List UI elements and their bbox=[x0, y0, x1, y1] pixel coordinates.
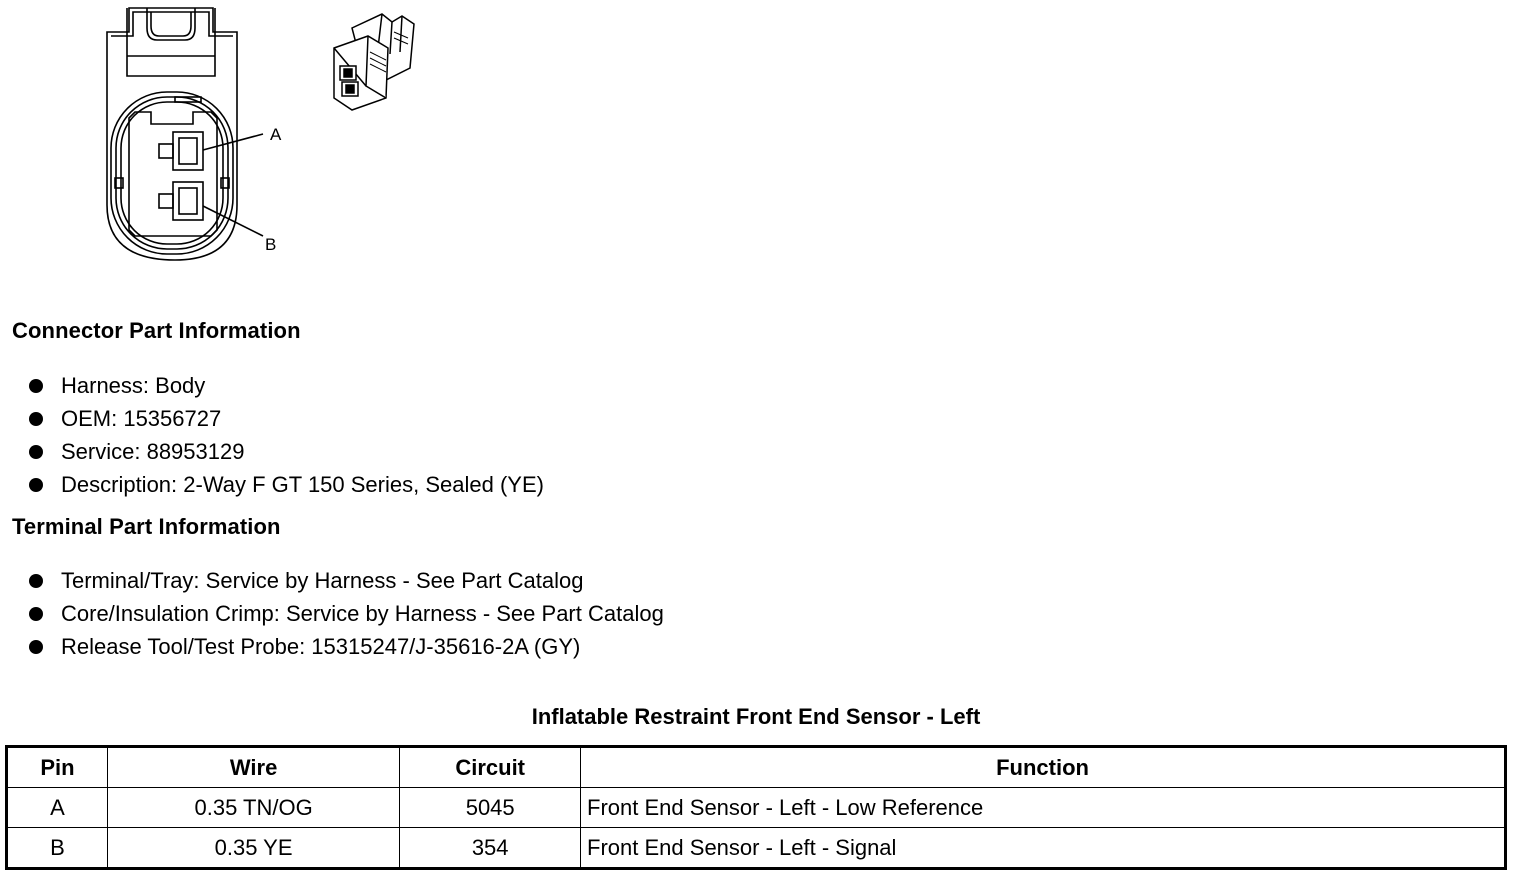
pin-cell: B bbox=[7, 828, 108, 869]
bullet-icon bbox=[29, 478, 43, 492]
circuit-cell: 5045 bbox=[400, 788, 581, 828]
bullet-icon bbox=[29, 379, 43, 393]
connector-part-info-heading: Connector Part Information bbox=[12, 318, 301, 343]
connector-isometric-image bbox=[330, 8, 440, 113]
column-header-wire: Wire bbox=[107, 747, 399, 788]
wire-cell: 0.35 TN/OG bbox=[107, 788, 399, 828]
list-item: Terminal/Tray: Service by Harness - See Part Catalog bbox=[28, 564, 664, 597]
list-item: Release Tool/Test Probe: 15315247/J-35616-2A (GY) bbox=[28, 630, 664, 663]
table-row bbox=[7, 828, 1506, 869]
pin-b-label: B bbox=[265, 235, 277, 254]
list-item: Harness: Body bbox=[28, 369, 544, 402]
table-header-row bbox=[7, 747, 1506, 788]
bullet-icon bbox=[29, 574, 43, 588]
list-item: OEM: 15356727 bbox=[28, 402, 544, 435]
terminal-part-info-heading: Terminal Part Information bbox=[12, 514, 281, 539]
bullet-icon bbox=[29, 412, 43, 426]
pin-a-label: A bbox=[270, 125, 282, 144]
column-header-pin: Pin bbox=[7, 747, 108, 788]
wire-cell: 0.35 YE bbox=[107, 828, 399, 869]
list-item: Service: 88953129 bbox=[28, 435, 544, 468]
function-cell: Front End Sensor - Left - Low Reference bbox=[581, 788, 1506, 828]
bullet-icon bbox=[29, 640, 43, 654]
connector-face-diagram bbox=[95, 0, 295, 265]
terminal-part-info-list bbox=[28, 564, 664, 663]
list-item: Description: 2-Way F GT 150 Series, Sealed (YE) bbox=[28, 468, 544, 501]
connector-part-info-list bbox=[28, 369, 544, 501]
bullet-icon bbox=[29, 445, 43, 459]
table-row bbox=[7, 788, 1506, 828]
column-header-function: Function bbox=[581, 747, 1506, 788]
list-item: Core/Insulation Crimp: Service by Harness - See Part Catalog bbox=[28, 597, 664, 630]
function-cell: Front End Sensor - Left - Signal bbox=[581, 828, 1506, 869]
column-header-circuit: Circuit bbox=[400, 747, 581, 788]
pin-table-title: Inflatable Restraint Front End Sensor - Left bbox=[531, 704, 981, 729]
pin-table bbox=[5, 745, 1507, 870]
circuit-cell: 354 bbox=[400, 828, 581, 869]
bullet-icon bbox=[29, 607, 43, 621]
pin-cell: A bbox=[7, 788, 108, 828]
